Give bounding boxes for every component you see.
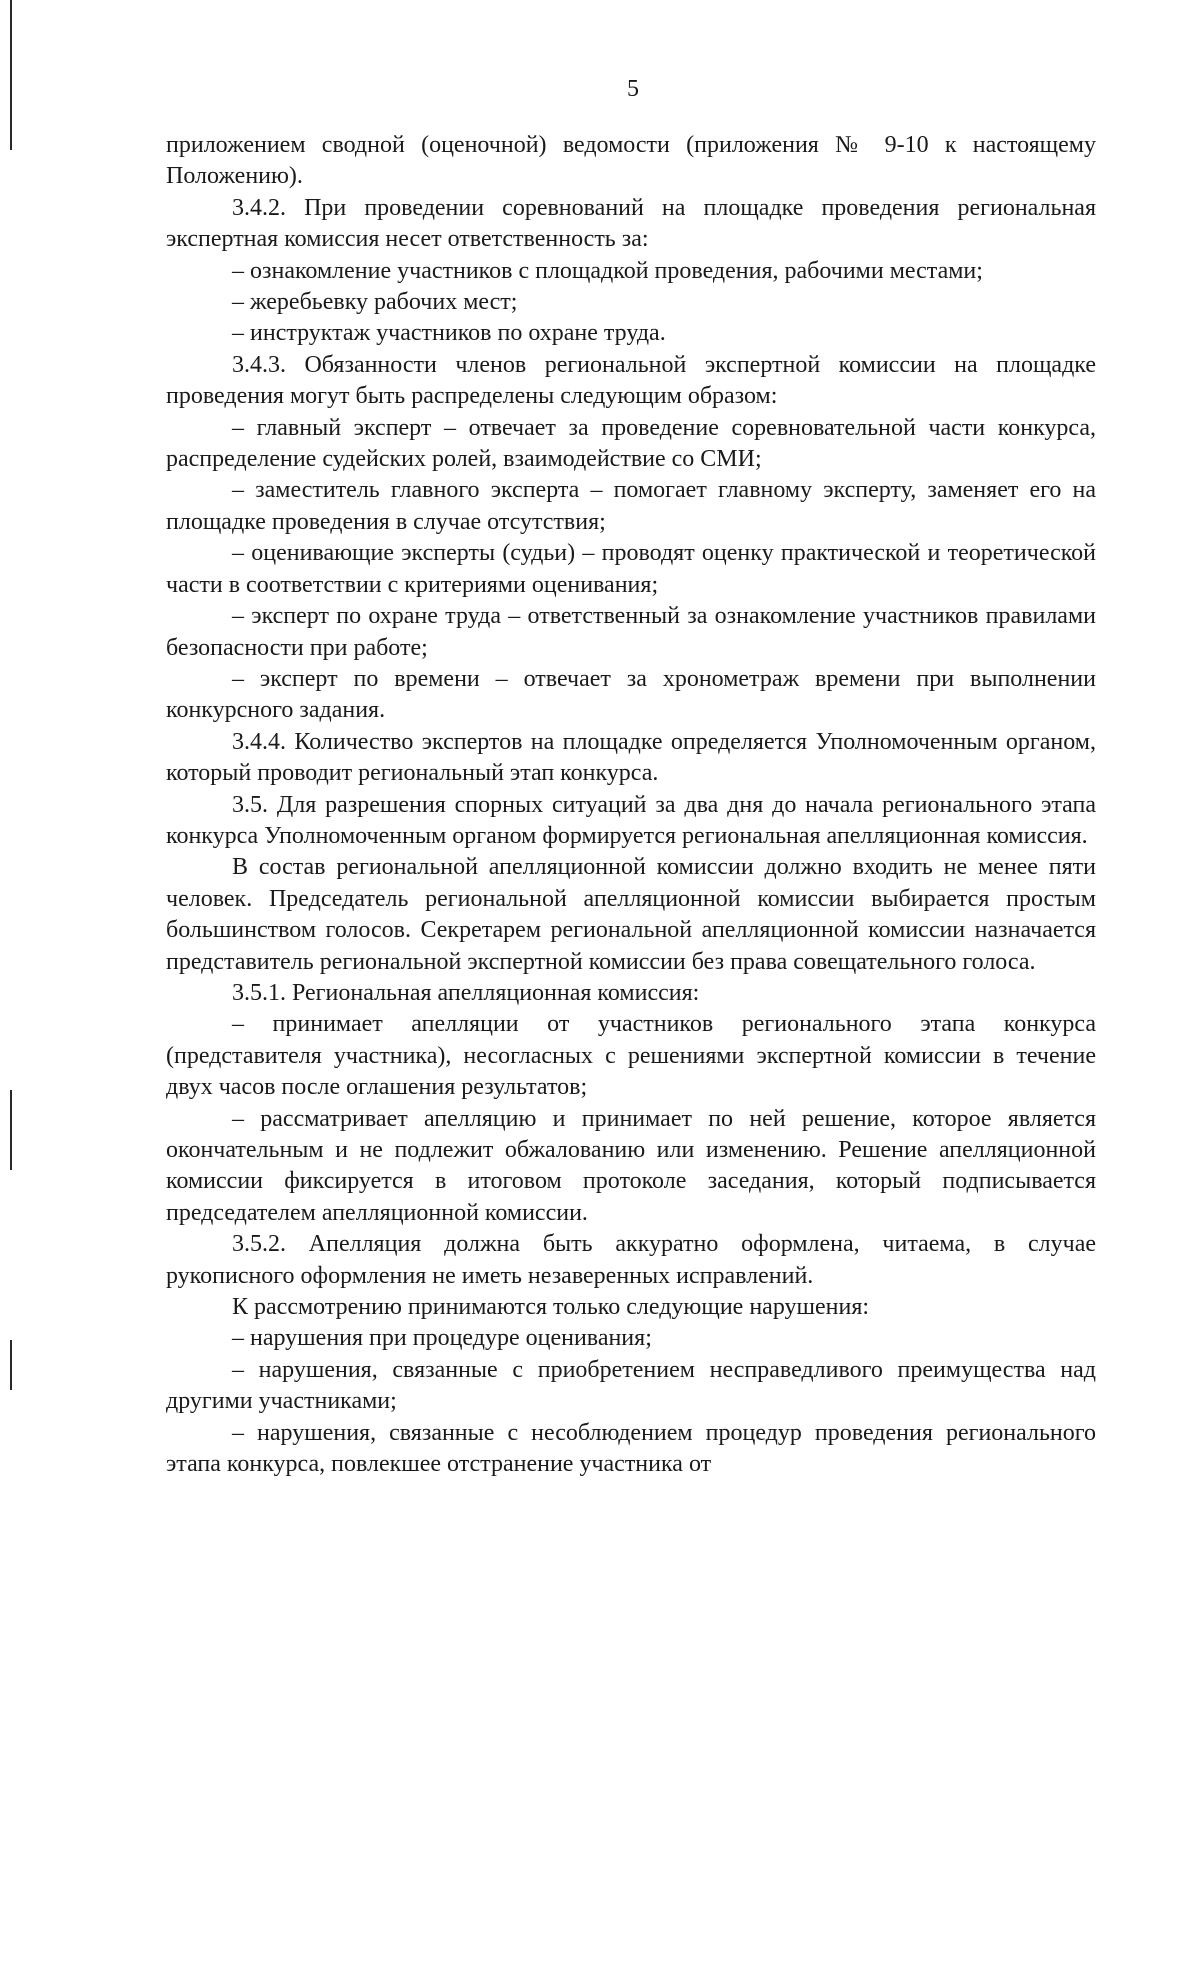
list-item: – нарушения, связанные с несоблюдением процедур проведения регионального этапа конкурса, повлекшее отстранение участника от bbox=[166, 1419, 1096, 1478]
document-body bbox=[166, 130, 1096, 1480]
list-item: – эксперт по времени – отвечает за хронометраж времени при выполнении конкурсного задания. bbox=[166, 665, 1096, 724]
paragraph: В состав региональной апелляционной комиссии должно входить не менее пяти человек. Председатель региональной апелляционной комиссии выбирается простым большинством голосов. Секретарем региональной апелляционной комиссии назначается представитель региональной экспертной комиссии без права совещательного голоса. bbox=[166, 854, 1096, 975]
scan-edge-mark bbox=[10, 0, 12, 150]
paragraph: приложением сводной (оценочной) ведомости (приложения № 9-10 к настоящему Положению). bbox=[166, 132, 1096, 190]
scan-edge-mark bbox=[10, 1090, 12, 1170]
list-item: – жеребьевку рабочих мест; bbox=[232, 289, 518, 316]
list-item: – эксперт по охране труда – ответственный за ознакомление участников правилами безопасности при работе; bbox=[166, 603, 1096, 661]
list-item: – рассматривает апелляцию и принимает по ней решение, которое является окончательным и не подлежит обжалованию или изменению. Решение апелляционной комиссии фиксируется в итоговом протоколе заседания, который подписывается председателем апелляционной комиссии. bbox=[166, 1105, 1096, 1226]
list-item: – оценивающие эксперты (судьи) – проводят оценку практической и теоретической части в соответствии с критериями оценивания; bbox=[166, 540, 1096, 598]
list-item: – инструктаж участников по охране труда. bbox=[232, 320, 666, 347]
list-item: – нарушения, связанные с приобретением несправедливого преимущества над другими участниками; bbox=[166, 1356, 1096, 1415]
list-item: – принимает апелляции от участников регионального этапа конкурса (представителя участника), несогласных с решениями экспертной комиссии в течение двух часов после оглашения результатов; bbox=[166, 1011, 1096, 1101]
list-item: – ознакомление участников с площадкой проведения, рабочими местами; bbox=[232, 257, 983, 284]
paragraph: 3.4.2. При проведении соревнований на площадке проведения региональная экспертная комиссия несет ответственность за: bbox=[166, 194, 1096, 253]
paragraph: 3.5.1. Региональная апелляционная комиссия: bbox=[232, 979, 700, 1006]
scan-edge-mark bbox=[10, 1340, 12, 1390]
list-item: – нарушения при процедуре оценивания; bbox=[232, 1325, 652, 1352]
paragraph: 3.4.3. Обязанности членов региональной экспертной комиссии на площадке проведения могут быть распределены следующим образом: bbox=[166, 351, 1096, 410]
list-item: – заместитель главного эксперта – помогает главному эксперту, заменяет его на площадке проведения в случае отсутствия; bbox=[166, 477, 1096, 535]
paragraph: 3.5.2. Апелляция должна быть аккуратно оформлена, читаема, в случае рукописного оформления не иметь незаверенных исправлений. bbox=[166, 1231, 1096, 1289]
paragraph: 3.4.4. Количество экспертов на площадке определяется Уполномоченным органом, который проводит региональный этап конкурса. bbox=[166, 728, 1096, 787]
page-number: 5 bbox=[627, 76, 639, 102]
paragraph: К рассмотрению принимаются только следующие нарушения: bbox=[232, 1294, 870, 1321]
paragraph: 3.5. Для разрешения спорных ситуаций за два дня до начала регионального этапа конкурса Уполномоченным органом формируется региональная апелляционная комиссия. bbox=[166, 791, 1096, 849]
list-item: – главный эксперт – отвечает за проведение соревновательной части конкурса, распределение судейских ролей, взаимодействие со СМИ; bbox=[166, 414, 1096, 473]
